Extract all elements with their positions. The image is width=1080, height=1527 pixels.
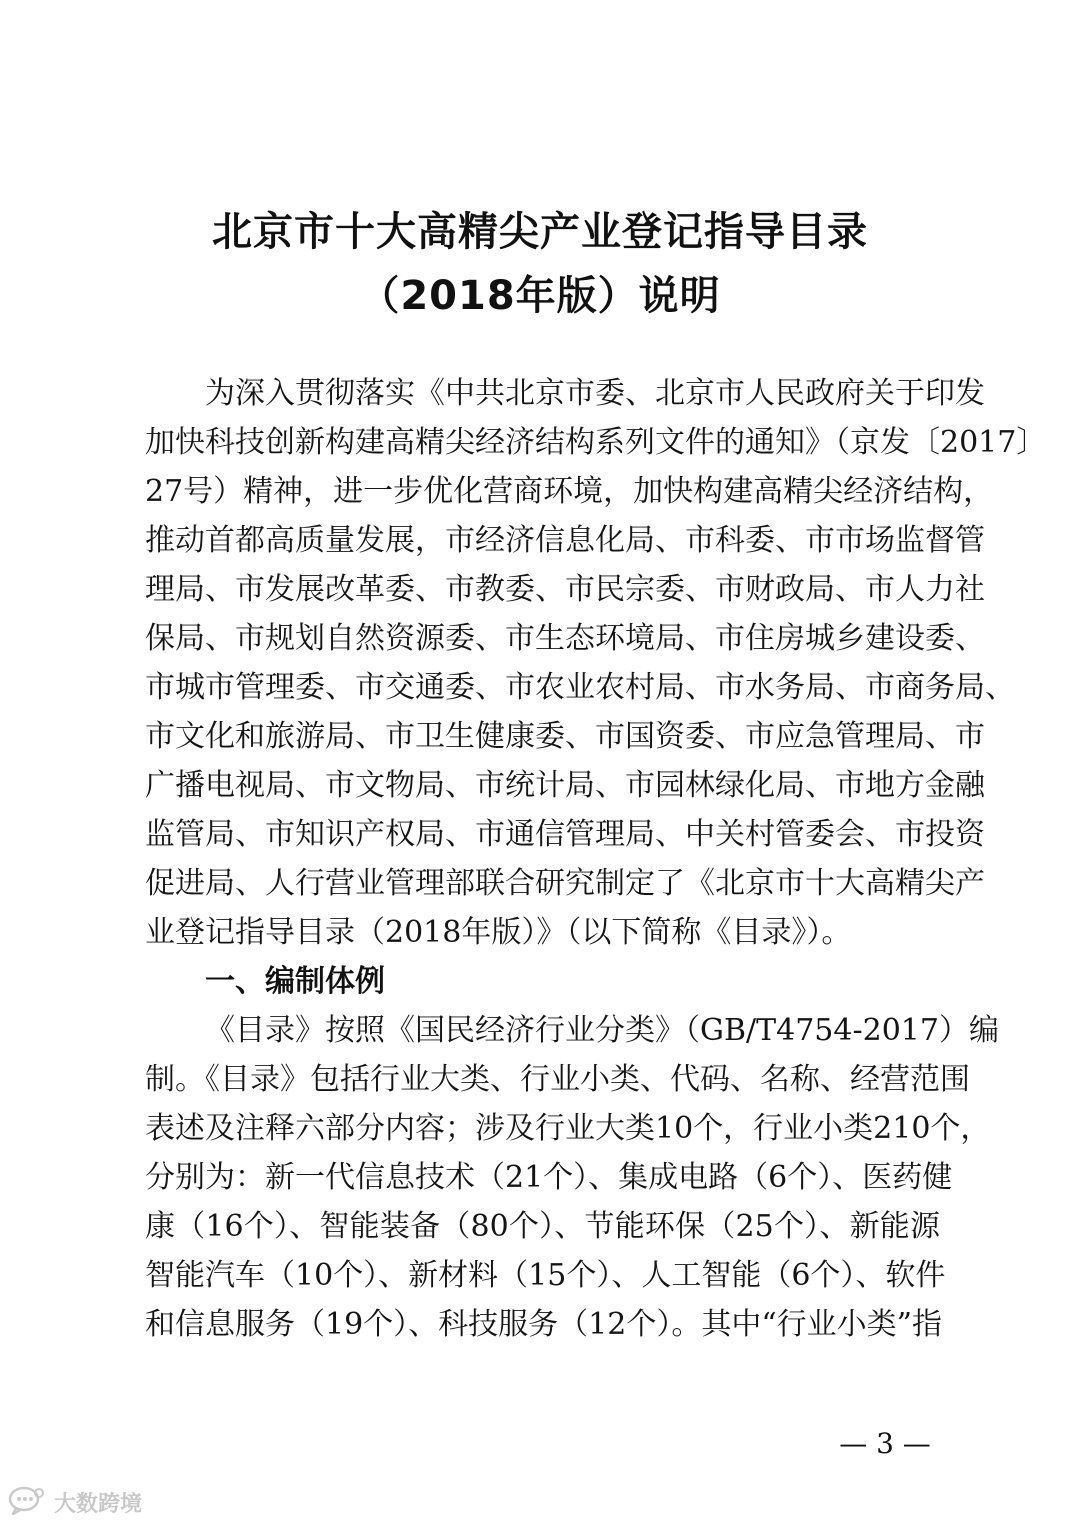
paragraph-1-line: 市文化和旅游局、市卫生健康委、市国资委、市应急管理局、市 bbox=[145, 719, 985, 754]
paragraph-1-line: 市城市管理委、市交通委、市农业农村局、市水务局、市商务局、 bbox=[145, 670, 1015, 705]
watermark bbox=[8, 1484, 142, 1520]
watermark-text: 大数跨境 bbox=[54, 1491, 143, 1517]
paragraph-2-line: 制。《目录》包括行业大类、行业小类、代码、名称、经营范围 bbox=[145, 1062, 970, 1097]
paragraph-1-line: 推动首都高质量发展，市经济信息化局、市科委、市市场监督管 bbox=[145, 523, 985, 558]
paragraph-1-line: 广播电视局、市文物局、市统计局、市园林绿化局、市地方金融 bbox=[145, 768, 985, 803]
paragraph-1-line: 保局、市规划自然资源委、市生态环境局、市住房城乡建设委、 bbox=[145, 621, 985, 656]
section-heading: 一、编制体例 bbox=[205, 964, 385, 999]
paragraph-2-line: 康（16个）、智能装备（80个）、节能环保（25个）、新能源 bbox=[145, 1209, 940, 1244]
paragraph-1-line: 理局、市发展改革委、市教委、市民宗委、市财政局、市人力社 bbox=[145, 572, 985, 607]
chat-bubble-icon bbox=[8, 1485, 48, 1519]
paragraph-1-line: 促进局、人行营业管理部联合研究制定了《北京市十大高精尖产 bbox=[145, 866, 985, 901]
paragraph-2-line: 智能汽车（10个）、新材料（15个）、人工智能（6个）、软件 bbox=[145, 1258, 946, 1293]
paragraph-2-line: 《目录》按照《国民经济行业分类》（GB/T4754-2017）编 bbox=[205, 1013, 999, 1048]
paragraph-2-line: 分别为：新一代信息技术（21个）、集成电路（6个）、医药健 bbox=[145, 1160, 953, 1195]
paragraph-1-line: 为深入贯彻落实《中共北京市委、北京市人民政府关于印发 bbox=[205, 376, 985, 411]
paragraph-1-line: 业登记指导目录（2018年版）》（以下简称《目录》）。 bbox=[145, 915, 852, 950]
document-title-line-1: 北京市十大高精尖产业登记指导目录 bbox=[212, 209, 868, 255]
document-title-line-2: （2018年版）说明 bbox=[359, 273, 721, 319]
paragraph-1-line: 加快科技创新构建高精尖经济结构系列文件的通知》（京发〔2017〕 bbox=[145, 425, 1047, 460]
paragraph-1-line: 监管局、市知识产权局、市通信管理局、中关村管委会、市投资 bbox=[145, 817, 985, 852]
paragraph-1-line: 27号）精神，进一步优化营商环境，加快构建高精尖经济结构， bbox=[145, 474, 994, 509]
paragraph-2-line: 和信息服务（19个）、科技服务（12个）。其中“行业小类”指 bbox=[145, 1307, 943, 1342]
paragraph-2-line: 表述及注释六部分内容；涉及行业大类10个，行业小类210个， bbox=[145, 1111, 991, 1146]
page-number: — 3 — bbox=[839, 1427, 931, 1460]
